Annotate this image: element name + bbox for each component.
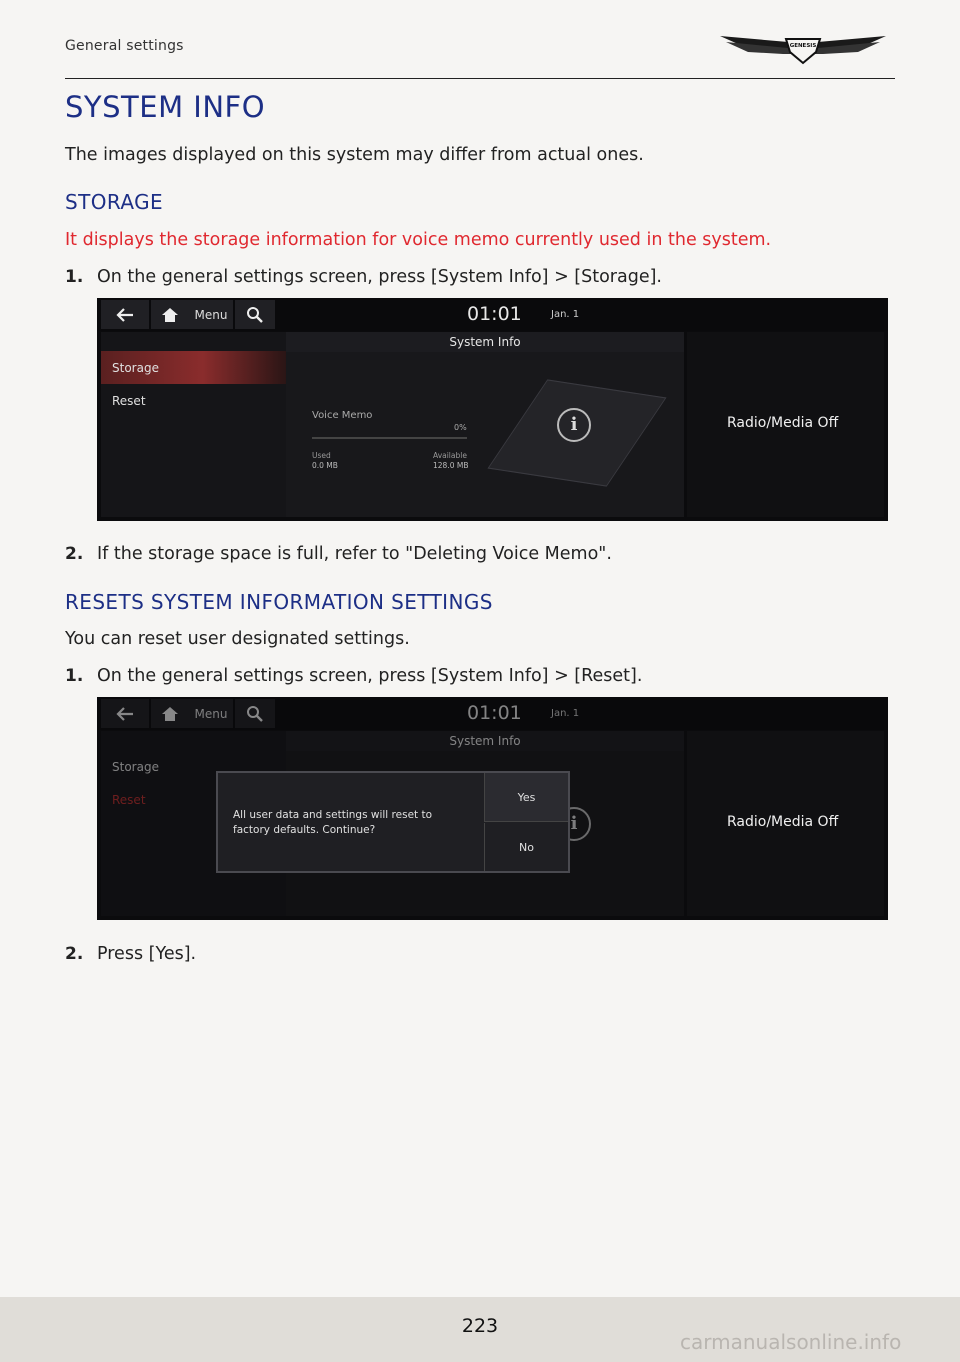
back-arrow-icon bbox=[115, 706, 135, 722]
voice-memo-label: Voice Memo bbox=[312, 410, 373, 421]
screen-title: System Info bbox=[286, 731, 684, 751]
storage-step-1 bbox=[65, 267, 662, 287]
home-icon bbox=[161, 307, 179, 323]
watermark: carmanualsonline.info bbox=[680, 1330, 902, 1354]
date: Jan. 1 bbox=[551, 708, 580, 719]
used-label: Used bbox=[312, 451, 331, 460]
menu-item-storage[interactable]: Storage bbox=[112, 361, 159, 375]
yes-button[interactable]: Yes bbox=[484, 773, 568, 822]
radio-media-status[interactable]: Radio/Media Off bbox=[727, 415, 839, 431]
reset-intro: You can reset user designated settings. bbox=[65, 629, 410, 649]
voice-memo-usage-bar bbox=[312, 437, 467, 439]
back-arrow-icon bbox=[115, 307, 135, 323]
intro-text: The images displayed on this system may differ from actual ones. bbox=[65, 145, 644, 165]
reset-heading: RESETS SYSTEM INFORMATION SETTINGS bbox=[65, 590, 493, 614]
reset-step-1 bbox=[65, 666, 642, 686]
voice-memo-percent: 0% bbox=[454, 423, 467, 432]
no-button[interactable]: No bbox=[484, 823, 568, 871]
search-icon bbox=[246, 705, 264, 723]
menu-item-reset[interactable]: Reset bbox=[112, 394, 146, 408]
storage-step-2 bbox=[65, 544, 612, 564]
step-number: 2. bbox=[65, 544, 84, 564]
back-button[interactable] bbox=[101, 699, 149, 728]
menu-button[interactable]: Menu bbox=[189, 699, 233, 728]
header-divider bbox=[65, 78, 895, 79]
available-label: Available bbox=[433, 451, 467, 460]
step-text: Press [Yes]. bbox=[97, 944, 197, 964]
page-number: 223 bbox=[461, 1315, 499, 1337]
page-title: SYSTEM INFO bbox=[65, 90, 266, 124]
dialog-message: All user data and settings will reset to factory defaults. Continue? bbox=[233, 809, 433, 836]
search-icon bbox=[246, 306, 264, 324]
step-number: 1. bbox=[65, 267, 84, 287]
used-value: 0.0 MB bbox=[312, 461, 338, 470]
menu-item-storage[interactable]: Storage bbox=[112, 760, 159, 774]
clock: 01:01 bbox=[467, 303, 522, 325]
step-text: If the storage space is full, refer to "Deleting Voice Memo". bbox=[97, 544, 612, 564]
home-button[interactable] bbox=[151, 699, 189, 728]
available-value: 128.0 MB bbox=[433, 461, 469, 470]
step-text: On the general settings screen, press [System Info] > [Storage]. bbox=[97, 267, 662, 287]
storage-screen bbox=[97, 298, 888, 521]
screen-title: System Info bbox=[286, 332, 684, 352]
info-icon: i bbox=[557, 807, 591, 841]
info-icon: i bbox=[557, 408, 591, 442]
search-button[interactable] bbox=[235, 300, 275, 329]
date: Jan. 1 bbox=[551, 309, 580, 320]
step-text: On the general settings screen, press [System Info] > [Reset]. bbox=[97, 666, 643, 686]
step-number: 1. bbox=[65, 666, 84, 686]
genesis-logo bbox=[718, 30, 888, 68]
home-icon bbox=[161, 706, 179, 722]
radio-media-status[interactable]: Radio/Media Off bbox=[727, 814, 839, 830]
step-number: 2. bbox=[65, 944, 84, 964]
running-header: General settings bbox=[65, 38, 184, 54]
logo-text: GENESIS bbox=[789, 43, 817, 49]
menu-button[interactable]: Menu bbox=[189, 300, 233, 329]
reset-confirm-dialog bbox=[216, 771, 570, 873]
menu-item-reset[interactable]: Reset bbox=[112, 793, 146, 807]
reset-screen bbox=[97, 697, 888, 920]
reset-step-2 bbox=[65, 944, 196, 964]
storage-heading: STORAGE bbox=[65, 190, 164, 214]
back-button[interactable] bbox=[101, 300, 149, 329]
home-button[interactable] bbox=[151, 300, 189, 329]
search-button[interactable] bbox=[235, 699, 275, 728]
clock: 01:01 bbox=[467, 702, 522, 724]
storage-note: It displays the storage information for voice memo currently used in the system. bbox=[65, 230, 772, 250]
